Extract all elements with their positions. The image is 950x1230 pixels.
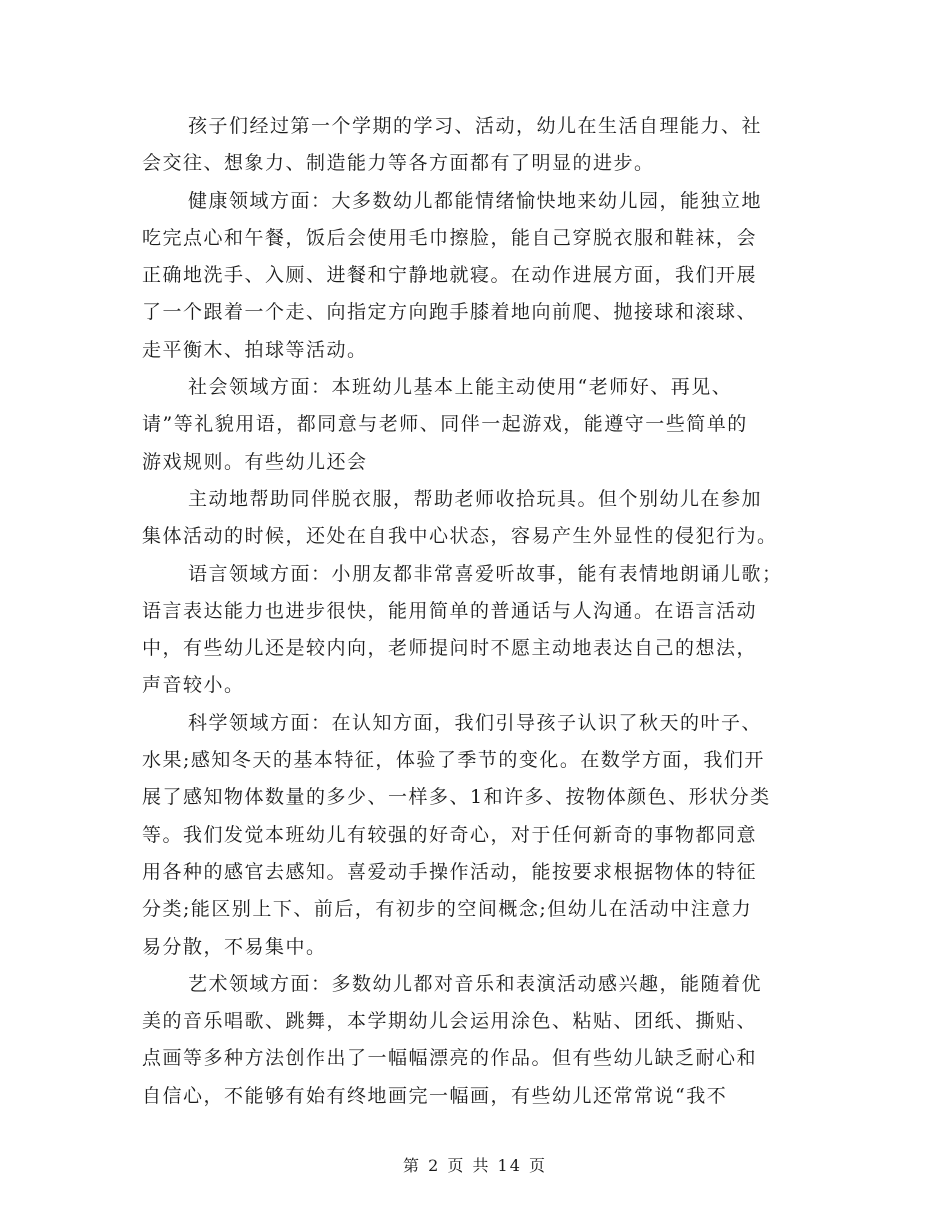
text-line: 社会领域方面：本班幼儿基本上能主动使用“老师好、再见、 [188, 376, 733, 399]
text-line: 正确地洗手、入厕、进餐和宁静地就寝。在动作进展方面，我们开展 [142, 264, 758, 287]
text-line: 游戏规则。有些幼儿还会 [142, 450, 368, 473]
text-line: 主动地帮助同伴脱衣服，帮助老师收拾玩具。但个别幼儿在参加 [188, 487, 763, 510]
text-line: 声音较小。 [142, 674, 245, 697]
text-line: 分类;能区别上下、前后，有初步的空间概念;但幼儿在活动中注意力 [142, 898, 753, 921]
text-line: 水果;感知冬天的基本特征，体验了季节的变化。在数学方面，我们开 [142, 749, 765, 772]
text-line: 语言领域方面：小朋友都非常喜爱听故事，能有表情地朗诵儿歌； [188, 562, 783, 585]
text-line: 会交往、想象力、制造能力等各方面都有了明显的进步。 [142, 152, 655, 175]
document-body [142, 108, 812, 1115]
text-line: 走平衡木、拍球等活动。 [142, 338, 368, 361]
text-line: 请”等礼貌用语，都同意与老师、同伴一起游戏，能遵守一些简单的 [142, 413, 748, 436]
text-line: 用各种的感官去感知。喜爱动手操作活动，能按要求根据物体的特征 [142, 860, 758, 883]
page-number-footer: 第 2 页 共 14 页 [403, 1156, 547, 1175]
text-line: 等。我们发觉本班幼儿有较强的好奇心，对于任何新奇的事物都同意 [142, 823, 758, 846]
text-line: 点画等多种方法创作出了一幅幅漂亮的作品。但有些幼儿缺乏耐心和 [142, 1047, 758, 1070]
text-line: 美的音乐唱歌、跳舞，本学期幼儿会运用涂色、粘贴、团纸、撕贴、 [142, 1010, 758, 1033]
text-line: 健康领域方面：大多数幼儿都能情绪愉快地来幼儿园，能独立地 [188, 189, 763, 212]
text-line: 科学领域方面：在认知方面，我们引导孩子认识了秋天的叶子、 [188, 711, 763, 734]
text-line: 语言表达能力也进步很快，能用简单的普通话与人沟通。在语言活动 [142, 599, 758, 622]
text-line: 了一个跟着一个走、向指定方向跑手膝着地向前爬、抛接球和滚球、 [142, 301, 758, 324]
text-line: 展了感知物体数量的多少、一样多、1和许多、按物体颜色、形状分类 [142, 786, 771, 809]
text-line: 自信心，不能够有始有终地画完一幅画，有些幼儿还常常说“我不 [142, 1084, 728, 1107]
text-line: 吃完点心和午餐，饭后会使用毛巾擦脸，能自己穿脱衣服和鞋袜，会 [142, 226, 758, 249]
text-line: 孩子们经过第一个学期的学习、活动，幼儿在生活自理能力、社 [188, 115, 763, 137]
text-line: 中，有些幼儿还是较内向，老师提问时不愿主动地表达自己的想法， [142, 637, 758, 660]
text-line: 艺术领域方面：多数幼儿都对音乐和表演活动感兴趣，能随着优 [188, 972, 763, 995]
text-line: 易分散，不易集中。 [142, 935, 327, 958]
text-line: 集体活动的时候，还处在自我中心状态，容易产生外显性的侵犯行为。 [142, 525, 778, 548]
